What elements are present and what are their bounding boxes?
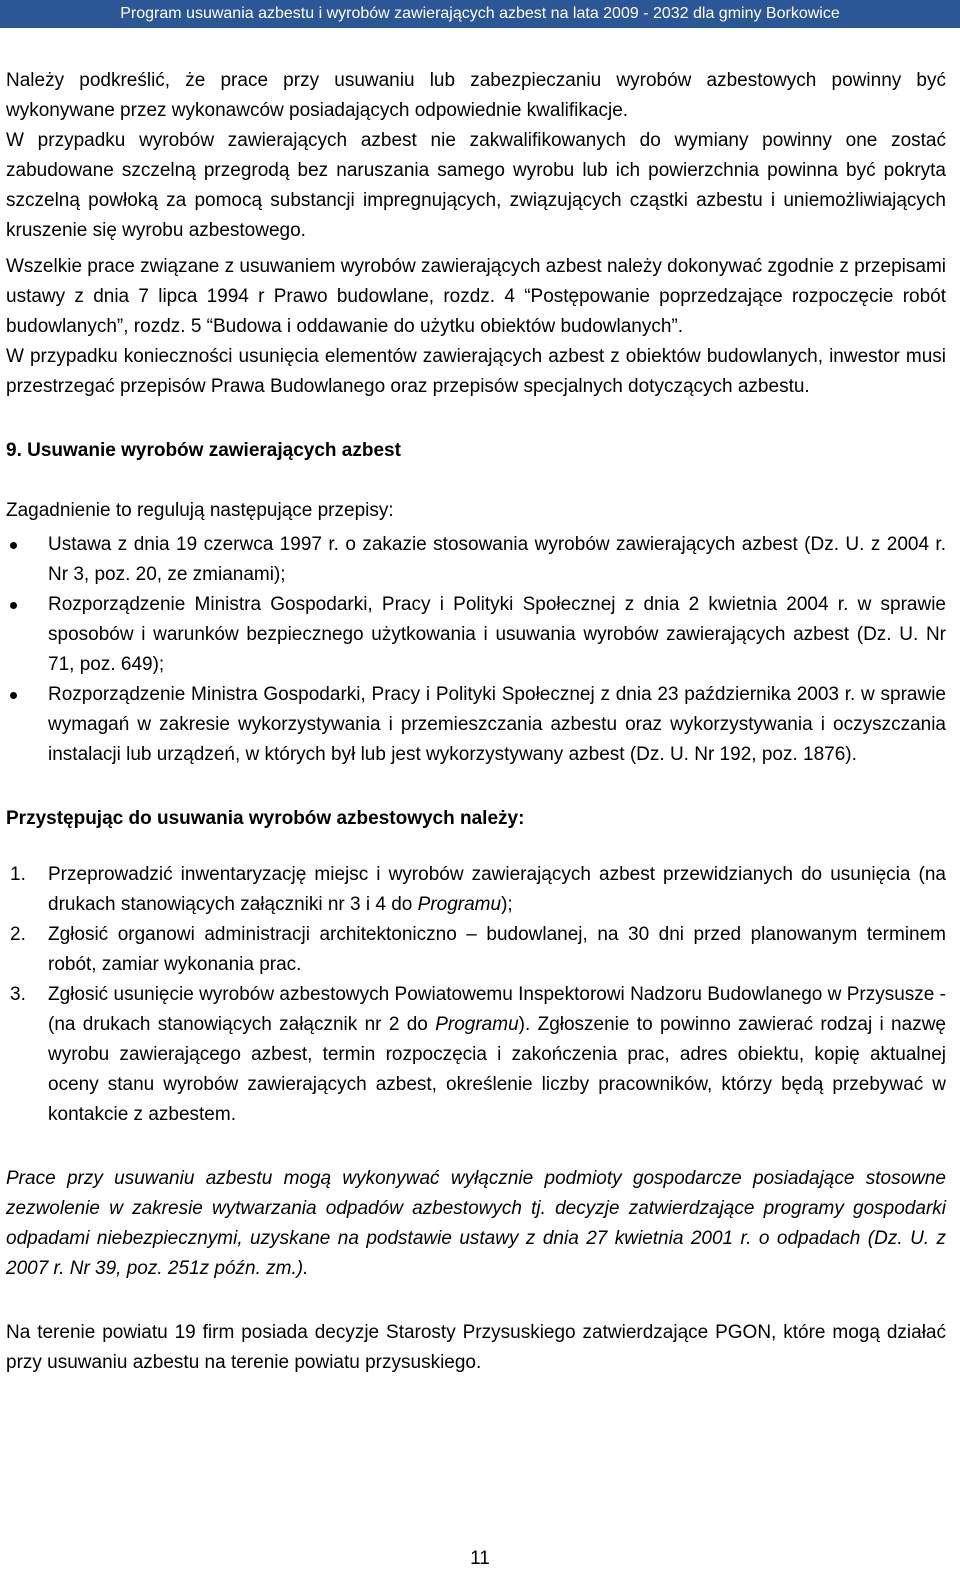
list-item <box>6 530 946 590</box>
paragraph-investor-duties: W przypadku konieczności usunięcia elementów zawierających azbest z obiektów budowlanych, inwestor musi przestrzegać przepisów Prawa Budowlanego oraz przepisów specjalnych dotyczących azbestu. <box>6 346 946 397</box>
list-item <box>6 590 946 680</box>
step-number: 3. <box>10 984 26 1005</box>
list-item <box>6 860 946 920</box>
step-text: Zgłosić usunięcie wyrobów azbestowych Powiatowemu Inspektorowi Nadzoru Budowlanego w Przysusze - (na drukach stanowiących załącznik nr 2 do <box>48 984 946 1035</box>
step-emphasis: Programu <box>435 1014 519 1035</box>
section-heading-removal: 9. Usuwanie wyrobów zawierających azbest <box>6 440 401 461</box>
regulations-intro: Zagadnienie to regulują następujące przepisy: <box>6 500 394 521</box>
list-item <box>6 980 946 1130</box>
paragraph-county-firms: Na terenie powiatu 19 firm posiada decyzje Starosty Przysuskiego zatwierdzające PGON, które mogą działać przy usuwaniu azbestu na terenie powiatu przysuskiego. <box>6 1322 946 1373</box>
list-item <box>6 680 946 770</box>
step-number: 2. <box>10 924 26 945</box>
page-content <box>6 66 946 1378</box>
paragraph-authorized-entities: Prace przy usuwaniu azbestu mogą wykonywać wyłącznie podmioty gospodarcze posiadające stosowne zezwolenie w zakresie wytwarzania odpadów azbestowych tj. decyzje zatwierdzające programy gospodarki odpadami niebezpiecznymi, uzyskane na podstawie ustawy z dnia 27 kwietnia 2001 r. o odpadach (Dz. U. z 2007 r. Nr 39, poz. 251z późn. zm.). <box>6 1168 946 1279</box>
document-header: Program usuwania azbestu i wyrobów zawierających azbest na lata 2009 - 2032 dla gminy Borkowice <box>0 0 960 28</box>
step-text-end: ); <box>501 894 513 915</box>
step-emphasis: Programu <box>417 894 502 915</box>
step-text: Przeprowadzić inwentaryzację miejsc i wyrobów zawierających azbest przewidzianych do usunięcia (na drukach stanowiących załączniki nr 3 i 4 do <box>48 864 946 915</box>
step-number: 1. <box>10 864 26 885</box>
bullet-icon <box>10 602 17 609</box>
paragraph-qualifications: Należy podkreślić, że prace przy usuwaniu lub zabezpieczaniu wyrobów azbestowych powinny być wykonywane przez wykonawców posiadających odpowiednie kwalifikacje. <box>6 70 946 121</box>
steps-heading: Przystępując do usuwania wyrobów azbestowych należy: <box>6 808 525 829</box>
list-item <box>6 920 946 980</box>
page-number: 11 <box>470 1548 490 1569</box>
steps-list <box>6 860 946 1130</box>
regulations-list <box>6 530 946 770</box>
step-text: Zgłosić organowi administracji architektoniczno – budowlanej, na 30 dni przed planowanym terminem robót, zamiar wykonania prac. <box>48 924 946 975</box>
paragraph-building-law: Wszelkie prace związane z usuwaniem wyrobów zawierających azbest należy dokonywać zgodnie z przepisami ustawy z dnia 7 lipca 1994 r Prawo budowlane, rozdz. 4 “Postępowanie poprzedzające rozpoczęcie robót budowlanych”, rozdz. 5 “Budowa i oddawanie do użytku obiektów budowlanych”. <box>6 256 946 337</box>
list-item-text: Rozporządzenie Ministra Gospodarki, Pracy i Polityki Społecznej z dnia 2 kwietnia 2004 r. w sprawie sposobów i warunków bezpiecznego użytkowania i usuwania wyrobów zawierających azbest (Dz. U. Nr 71, poz. 649); <box>48 594 946 675</box>
list-item-text: Rozporządzenie Ministra Gospodarki, Pracy i Polityki Społecznej z dnia 23 października 2003 r. w sprawie wymagań w zakresie wykorzystywania i przemieszczania azbestu oraz wykorzystywania i oczyszczania instalacji lub urządzeń, w których był lub jest wykorzystywany azbest (Dz. U. Nr 192, poz. 1876). <box>48 684 946 765</box>
step-text-end: ). Zgłoszenie to powinno zawierać rodzaj i nazwę wyrobu zawierającego azbest, termin rozpoczęcia i zakończenia prac, adres obiektu, kopię aktualnej oceny stanu wyrobów zawierających azbest, określenie liczby pracowników, którzy będą przebywać w kontakcie z azbestem. <box>48 1014 946 1125</box>
bullet-icon <box>10 692 17 699</box>
list-item-text: Ustawa z dnia 19 czerwca 1997 r. o zakazie stosowania wyrobów zawierających azbest (Dz. U. z 2004 r. Nr 3, poz. 20, ze zmianami); <box>48 534 946 585</box>
bullet-icon <box>10 542 17 549</box>
paragraph-sealing: W przypadku wyrobów zawierających azbest nie zakwalifikowanych do wymiany powinny one zostać zabudowane szczelną przegrodą bez naruszania samego wyrobu lub ich powierzchnia powinna być pokryta szczelną powłoką za pomocą substancji impregnujących, związujących cząstki azbestu i uniemożliwiających kruszenie się wyrobu azbestowego. <box>6 130 946 241</box>
